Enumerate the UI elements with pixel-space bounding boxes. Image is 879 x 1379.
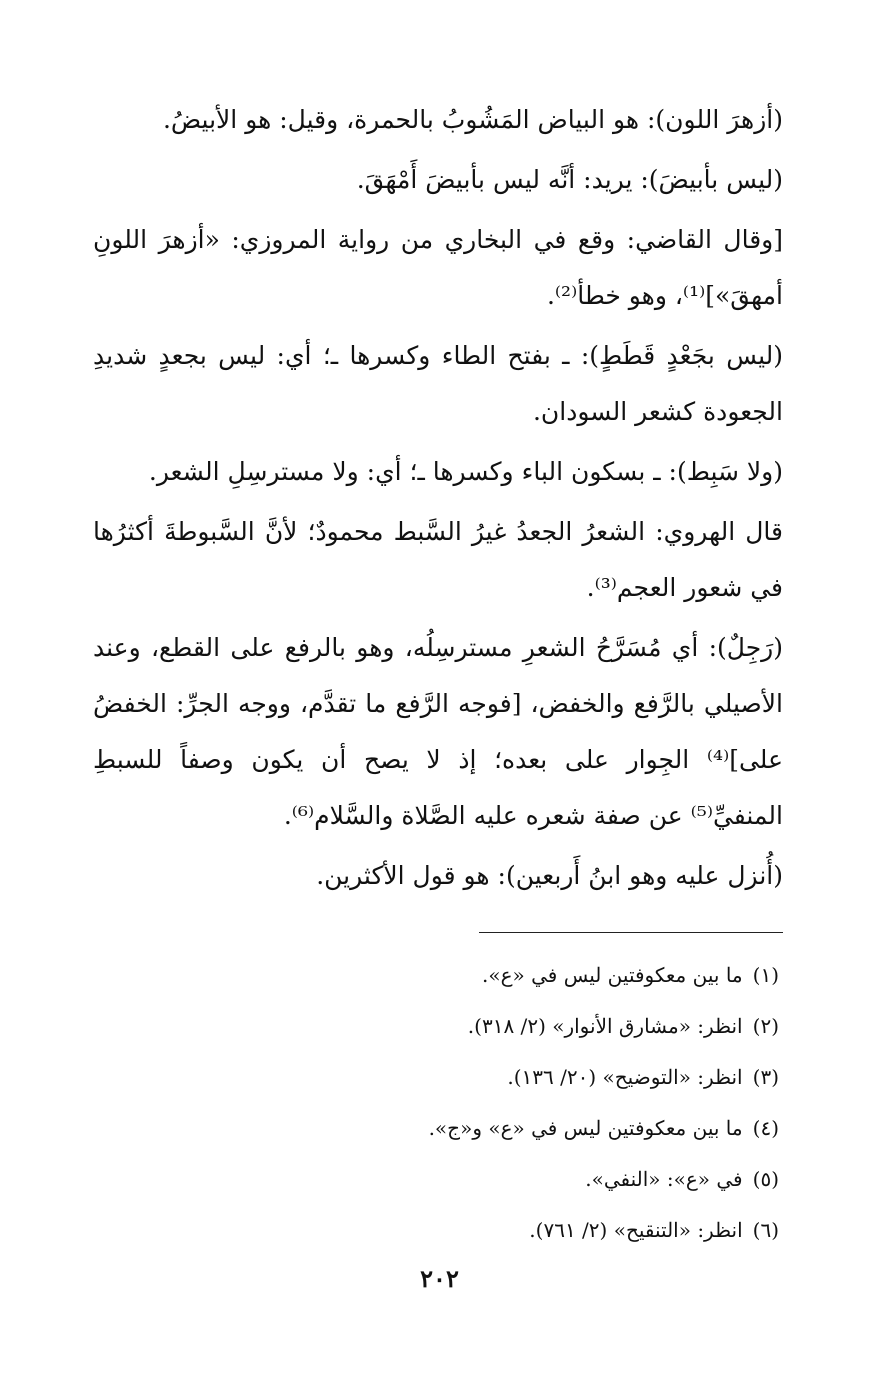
footnote-text: ما بين معكوفتين ليس في «ع» و«ج». xyxy=(428,1116,743,1140)
footnote-separator xyxy=(479,932,783,933)
footnote xyxy=(179,1001,779,1052)
paragraph: (أُنزل عليه وهو ابنُ أَربعين): هو قول الأكثرين. xyxy=(316,861,783,890)
footnote xyxy=(179,1205,779,1256)
footnote-number: (٣) xyxy=(752,1065,779,1089)
footnote-text: ما بين معكوفتين ليس في «ع». xyxy=(481,963,743,987)
footnote-number: (٢) xyxy=(752,1014,779,1038)
footnotes-list xyxy=(179,950,779,1256)
paragraph: (ليس بأبيضَ): يريد: أنَّه ليس بأبيضَ أَمْهَقَ. xyxy=(356,165,783,194)
footnote xyxy=(179,1154,779,1205)
paragraph: (ولا سَبِط): ـ بسكون الباء وكسرها ـ؛ أي: ولا مسترسِلِ الشعر. xyxy=(148,457,783,486)
footnote xyxy=(179,1103,779,1154)
footnote xyxy=(179,1052,779,1103)
main-text xyxy=(93,92,783,908)
paragraph: [وقال القاضي: وقع في البخاري من رواية المروزي: «أزهرَ اللونِ أمهقَ»]⁽¹⁾، وهو خطأ⁽²⁾. xyxy=(93,225,783,310)
page-number: ٢٠٢ xyxy=(420,1264,459,1293)
footnote-number: (٦) xyxy=(752,1218,779,1242)
footnote-number: (٥) xyxy=(752,1167,779,1191)
paragraph: (ليس بجَعْدٍ قَطَطٍ): ـ بفتح الطاء وكسرها ـ؛ أي: ليس بجعدٍ شديدِ الجعودة كشعر السودان. xyxy=(93,341,783,426)
paragraph: (أزهرَ اللون): هو البياض المَشُوبُ بالحمرة، وقيل: هو الأبيضُ. xyxy=(162,105,783,134)
paragraph: (رَجِلٌ): أي مُسَرَّحُ الشعرِ مسترسِلُه، وهو بالرفع على القطع، وعند الأصيلي بالرَّفع والخفض، [فوجه الرَّفع ما تقدَّم، ووجه الجرِّ: الخفضُ على]⁽⁴⁾ الجِوار على بعده؛ إذ لا يصح أن يكون وصفاً للسبطِ المنفيِّ⁽⁵⁾ عن صفة شعره عليه الصَّلاة والسَّلام⁽⁶⁾. xyxy=(93,633,783,830)
footnote-number: (٤) xyxy=(752,1116,779,1140)
footnote xyxy=(179,950,779,1001)
footnote-text: انظر: «مشارق الأنوار» (٢/ ٣١٨). xyxy=(467,1014,743,1038)
paragraph: قال الهروي: الشعرُ الجعدُ غيرُ السَّبط محمودٌ؛ لأنَّ السَّبوطةَ أكثرُها في شعور العجم⁽³⁾. xyxy=(93,517,783,602)
footnote-text: انظر: «التنقيح» (٢/ ٧٦١). xyxy=(529,1218,743,1242)
footnote-text: في «ع»: «النفي». xyxy=(585,1167,743,1191)
footnote-text: انظر: «التوضيح» (٢٠/ ١٣٦). xyxy=(507,1065,743,1089)
footnote-number: (١) xyxy=(752,963,779,987)
